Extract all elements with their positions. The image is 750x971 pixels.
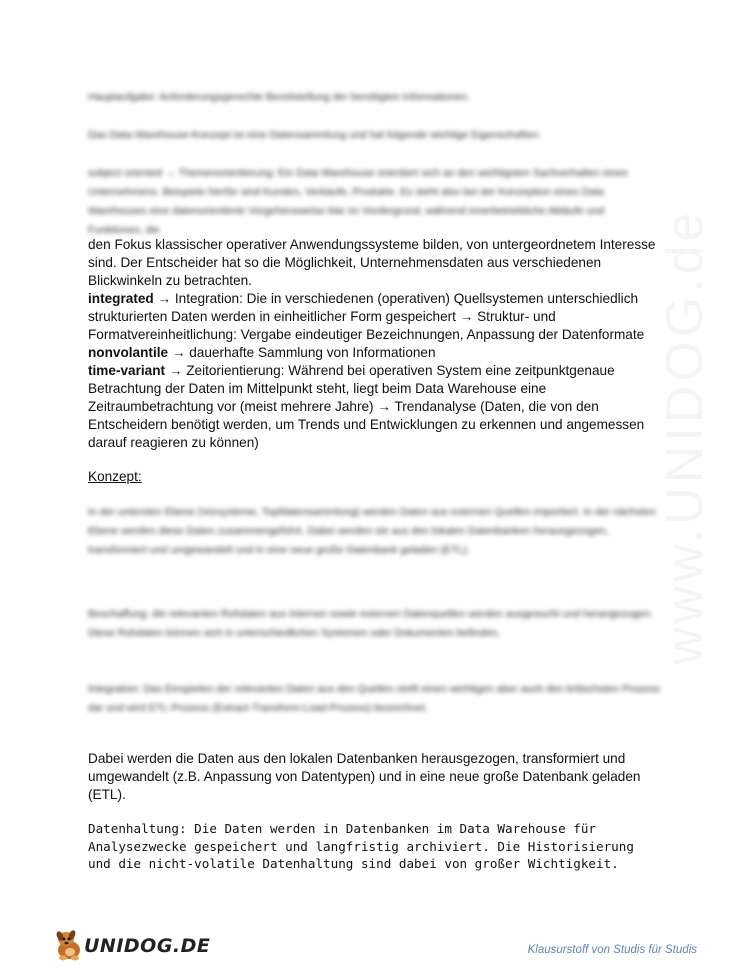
watermark-text [655, 145, 715, 665]
term-nonvolantile: nonvolantile [88, 345, 169, 360]
paragraph-time-variant [88, 362, 660, 452]
paragraph-fokus: den Fokus klassischer operativer Anwendungssysteme bilden, von untergeordnetem Interesse [88, 237, 656, 252]
blurred-intro: Hauptaufgabe: Anforderungsgerechte Bereitstellung der benötigten Informationen. [88, 91, 470, 103]
paragraph-etl: Dabei werden die Daten aus den lokalen Datenbanken herausgezogen, transformiert und umgewandelt (z.B. Anpassung von Datentypen) und in eine neue große Datenbank geladen (ETL). [88, 751, 641, 802]
text-nonvolantile: → dauerhafte Sammlung von Informationen [168, 345, 436, 360]
text-time-variant: → Zeitorientierung: Während bei operativen System eine zeitpunktgenaue Betrachtung der Daten im Mittelpunkt steht, liegt beim Data Warehouse eine Zeitraumbetrachtung vor (meist mehrere Jahre) → Trendanalyse (Daten, die von den Entscheidern benötigt werden, um Trends und Entwicklungen zu erkennen und angemessen darauf reagieren zu können) [88, 363, 645, 450]
blurred-konzept-paragraph: In der untersten Ebene (Vorsysteme, Topfdatensammlung) werden Daten aus externen Quellen importiert. In der nächsten Ebene werden diese Daten zusammengeführt. Dabei werden sie aus den lokalen Datenbanken herausgezogen, transformiert und umgewandelt und in eine neue große Datenbank geladen (ETL). [88, 506, 656, 556]
term-time-variant: time-variant [88, 363, 166, 378]
blurred-dw-intro: Das Data-Warehouse-Konzept ist eine Datensammlung und hat folgende wichtige Eigenschaften: [88, 129, 541, 141]
blurred-subject-oriented: subject oriented → Themenorientierung: Ein Data Warehouse orientiert sich an den wichtigsten Sachverhalten eines Unternehmens. Beispiele hierfür sind Kunden, Verkäufe, Produkte. Es steht also bei der Konzeption eines Data Warehouses eine datenorientierte Vorgehensweise klar im Vordergrund, während innerbetriebliche Abläufe und Funktionen, die [88, 167, 628, 236]
unidog-logo [54, 928, 211, 962]
heading-konzept: Konzept: [88, 469, 142, 484]
paragraph-entscheider: sind. Der Entscheider hat so die Möglichkeit, Unternehmensdaten aus verschiedenen Blickwinkeln zu betrachten. [88, 255, 602, 288]
blurred-integration: Integration: Das Einspielen der relevanten Daten aus den Quellen stellt einen wichtigen aber auch den kritischsten Prozess dar und wird ETL-Prozess (Extract-Transform-Load-Prozess) bezeichnet. [88, 683, 661, 714]
paragraph-nonvolantile [88, 344, 660, 362]
text-integrated: → Integration: Die in verschiedenen (operativen) Quellsystemen unterschiedlich strukturierten Daten werden in einheitlicher Form gespeichert → Struktur- und Formatvereinheitlichung: Vergabe eindeutiger Bezeichnungen, Anpassung der Datenformate [88, 291, 645, 342]
paragraph-datenhaltung: Datenhaltung: Die Daten werden in Datenbanken im Data Warehouse für Analysezwecke gespeichert und langfristig archiviert. Die Historisierung und die nicht-volatile Datenhaltung sind dabei von großer Wichtigkeit. [88, 821, 634, 871]
term-integrated: integrated [88, 291, 154, 306]
paragraph-integrated [88, 290, 660, 344]
footer-slogan: Klausurstoff von Studis für Studis [527, 944, 697, 956]
logo-text: UNIDOG.DE [84, 935, 211, 957]
blurred-beschaffung: Beschaffung: die relevanten Rohdaten aus internen sowie externen Datenquellen werden ausgesucht und herangezogen. Diese Rohdaten können sich in unterschiedlichen Systemen oder Dokumenten befinden. [88, 608, 653, 639]
